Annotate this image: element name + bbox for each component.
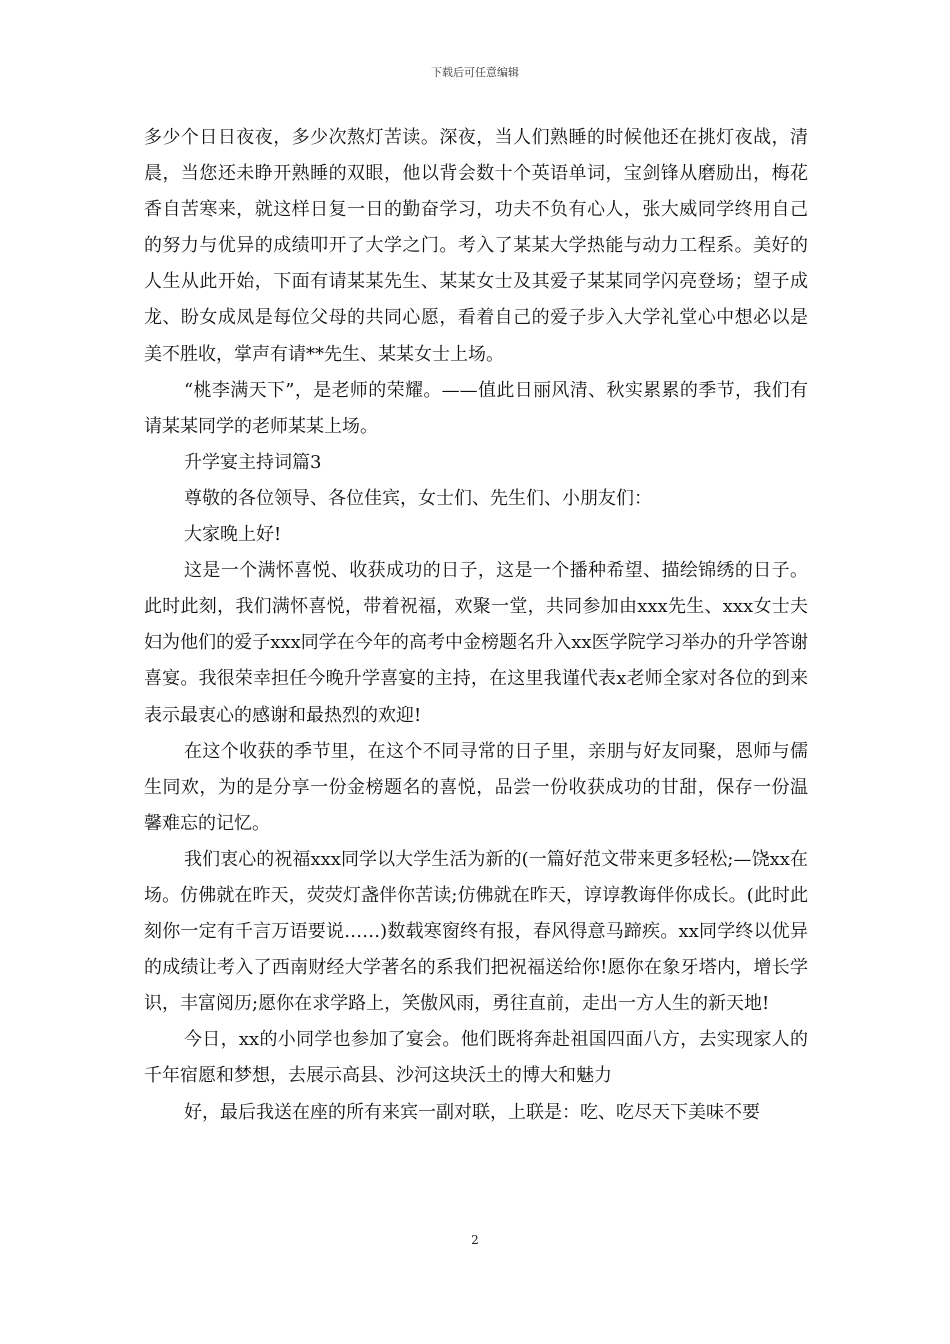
salutation: 尊敬的各位领导、各位佳宾，女士们、先生们、小朋友们： bbox=[184, 487, 652, 509]
page-header: 下载后可任意编辑 bbox=[431, 66, 519, 79]
paragraph: 在这个收获的季节里，在这个不同寻常的日子里，亲朋与好友同聚，恩师与儒生同欢，为的是分享一份金榜题名的喜悦，品尝一份收获成功的甘甜，保存一份温馨难忘的记忆。 bbox=[144, 740, 808, 834]
paragraph: “桃李满天下”，是老师的荣耀。——值此日丽风清、秋实累累的季节，我们有请某某同学的老师某某上场。 bbox=[144, 379, 808, 437]
greeting: 大家晚上好! bbox=[184, 524, 282, 546]
paragraph: 今日，xx的小同学也参加了宴会。他们既将奔赴祖国四面八方，去实现家人的千年宿愿和梦想，去展示高县、沙河这块沃土的博大和魅力 bbox=[144, 1029, 808, 1087]
paragraph: 我们衷心的祝福xxx同学以大学生活为新的(一篇好范文带来更多轻松;—饶xx在场。仿佛就在昨天，荧荧灯盏伴你苦读;仿佛就在昨天，谆谆教诲伴你成长。(此时此刻你一定有千言万语要说……)数载寒窗终有报，春风得意马蹄疾。xx同学终以优异的成绩让考入了西南财经大学著名的系我们把祝福送给你!愿你在象牙塔内，增长学识，丰富阅历;愿你在求学路上，笑傲风雨，勇往直前，走出一方人生的新天地! bbox=[144, 848, 808, 1015]
paragraph: 这是一个满怀喜悦、收获成功的日子，这是一个播种希望、描绘锦绣的日子。此时此刻，我们满怀喜悦，带着祝福，欢聚一堂，共同参加由xxx先生、xxx女士夫妇为他们的爱子xxx同学在今年的高考中金榜题名升入xx医学院学习举办的升学答谢喜宴。我很荣幸担任今晚升学喜宴的主持，在这里我谨代表x老师全家对各位的到来表示最衷心的感谢和最热烈的欢迎! bbox=[144, 560, 808, 726]
document-body bbox=[144, 120, 808, 1131]
paragraph: 好，最后我送在座的所有来宾一副对联，上联是：吃、吃尽天下美味不要 bbox=[184, 1101, 760, 1123]
section-heading: 升学宴主持词篇3 bbox=[184, 451, 322, 473]
paragraph: 多少个日日夜夜，多少次熬灯苦读。深夜，当人们熟睡的时候他还在挑灯夜战，清晨，当您还未睁开熟睡的双眼，他以背会数十个英语单词，宝剑锋从磨励出，梅花香自苦寒来，就这样日复一日的勤奋学习，功夫不负有心人，张大威同学终用自己的努力与优异的成绩叩开了大学之门。考入了某某大学热能与动力工程系。美好的人生从此开始，下面有请某某先生、某某女士及其爱子某某同学闪亮登场；望子成龙、盼女成凤是每位父母的共同心愿，看着自己的爱子步入大学礼堂心中想必以是美不胜收，掌声有请**先生、某某女士上场。 bbox=[144, 127, 808, 365]
page-number: 2 bbox=[471, 1233, 479, 1247]
